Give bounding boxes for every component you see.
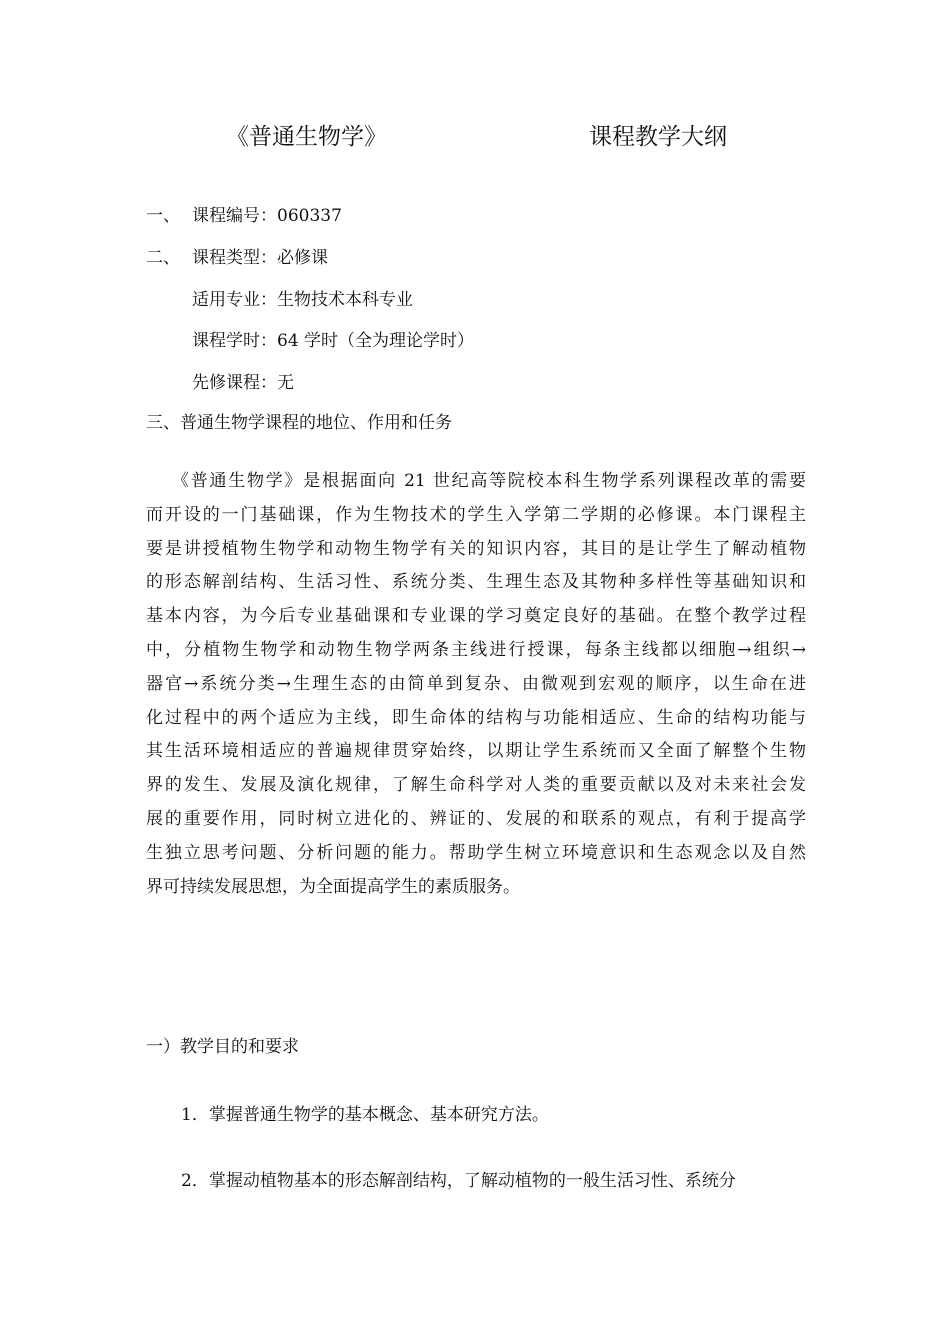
list-item: 2．掌握动植物基本的形态解剖结构，了解动植物的一般生活习性、系统分: [181, 1171, 736, 1191]
teaching-goals-heading: 一）教学目的和要求: [146, 1037, 299, 1057]
body-paragraph: [146, 465, 806, 904]
prerequisite-course: 先修课程：无: [192, 373, 294, 393]
section-heading: 三、普通生物学课程的地位、作用和任务: [146, 413, 452, 433]
course-hours: 课程学时：64 学时（全为理论学时）: [192, 331, 475, 351]
applicable-major: 适用专业：生物技术本科专业: [192, 290, 413, 310]
paragraph-line: 化过程中的两个适应为主线，即生命体的结构与功能相适应、生命的结构功能与: [146, 707, 806, 728]
heading-number: 一、: [146, 206, 180, 226]
paragraph-line: 其生活环境相适应的普遍规律贯穿始终，以期让学生系统而又全面了解整个生物: [146, 741, 806, 762]
heading-course-code: [146, 201, 342, 226]
paragraph-line: 器官→系统分类→生理生态的由简单到复杂、由微观到宏观的顺序，以生命在进: [146, 673, 806, 694]
paragraph-line: 生独立思考问题、分析问题的能力。帮助学生树立环境意识和生态观念以及自然: [146, 842, 806, 863]
list-item: 1．掌握普通生物学的基本概念、基本研究方法。: [181, 1105, 549, 1125]
paragraph-line: 而开设的一门基础课，作为生物技术的学生入学第二学期的必修课。本门课程主: [146, 504, 806, 525]
paragraph-line: 要是讲授植物生物学和动物生物学有关的知识内容，其目的是让学生了解动植物: [146, 538, 806, 559]
paragraph-line: 中，分植物生物学和动物生物学两条主线进行授课，每条主线都以细胞→组织→: [146, 639, 806, 660]
heading-value: 必修课: [277, 248, 328, 268]
paragraph-line: 界的发生、发展及演化规律，了解生命科学对人类的重要贡献以及对未来社会发: [146, 775, 806, 796]
heading-number: 二、: [146, 248, 180, 268]
heading-label: 课程类型：: [192, 248, 277, 268]
heading-label: 课程编号：: [192, 206, 277, 226]
paragraph-line: 基本内容，为今后专业基础课和专业课的学习奠定良好的基础。在整个教学过程: [146, 606, 806, 627]
paragraph-line: 《普通生物学》是根据面向 21 世纪高等院校本科生物学系列课程改革的需要: [172, 471, 806, 491]
heading-value: 060337: [277, 206, 342, 226]
title-course-name: 《普通生物学》: [226, 124, 387, 150]
paragraph-line: 展的重要作用，同时树立进化的、辨证的、发展的和联系的观点，有利于提高学: [146, 808, 806, 829]
paragraph-line: 的形态解剖结构、生活习性、系统分类、生理生态及其物种多样性等基础知识和: [146, 572, 806, 593]
paragraph-line: 界可持续发展思想，为全面提高学生的素质服务。: [146, 876, 520, 897]
title-syllabus: 课程教学大纲: [589, 124, 727, 150]
heading-course-type: [146, 243, 328, 268]
document-title: [0, 118, 950, 154]
